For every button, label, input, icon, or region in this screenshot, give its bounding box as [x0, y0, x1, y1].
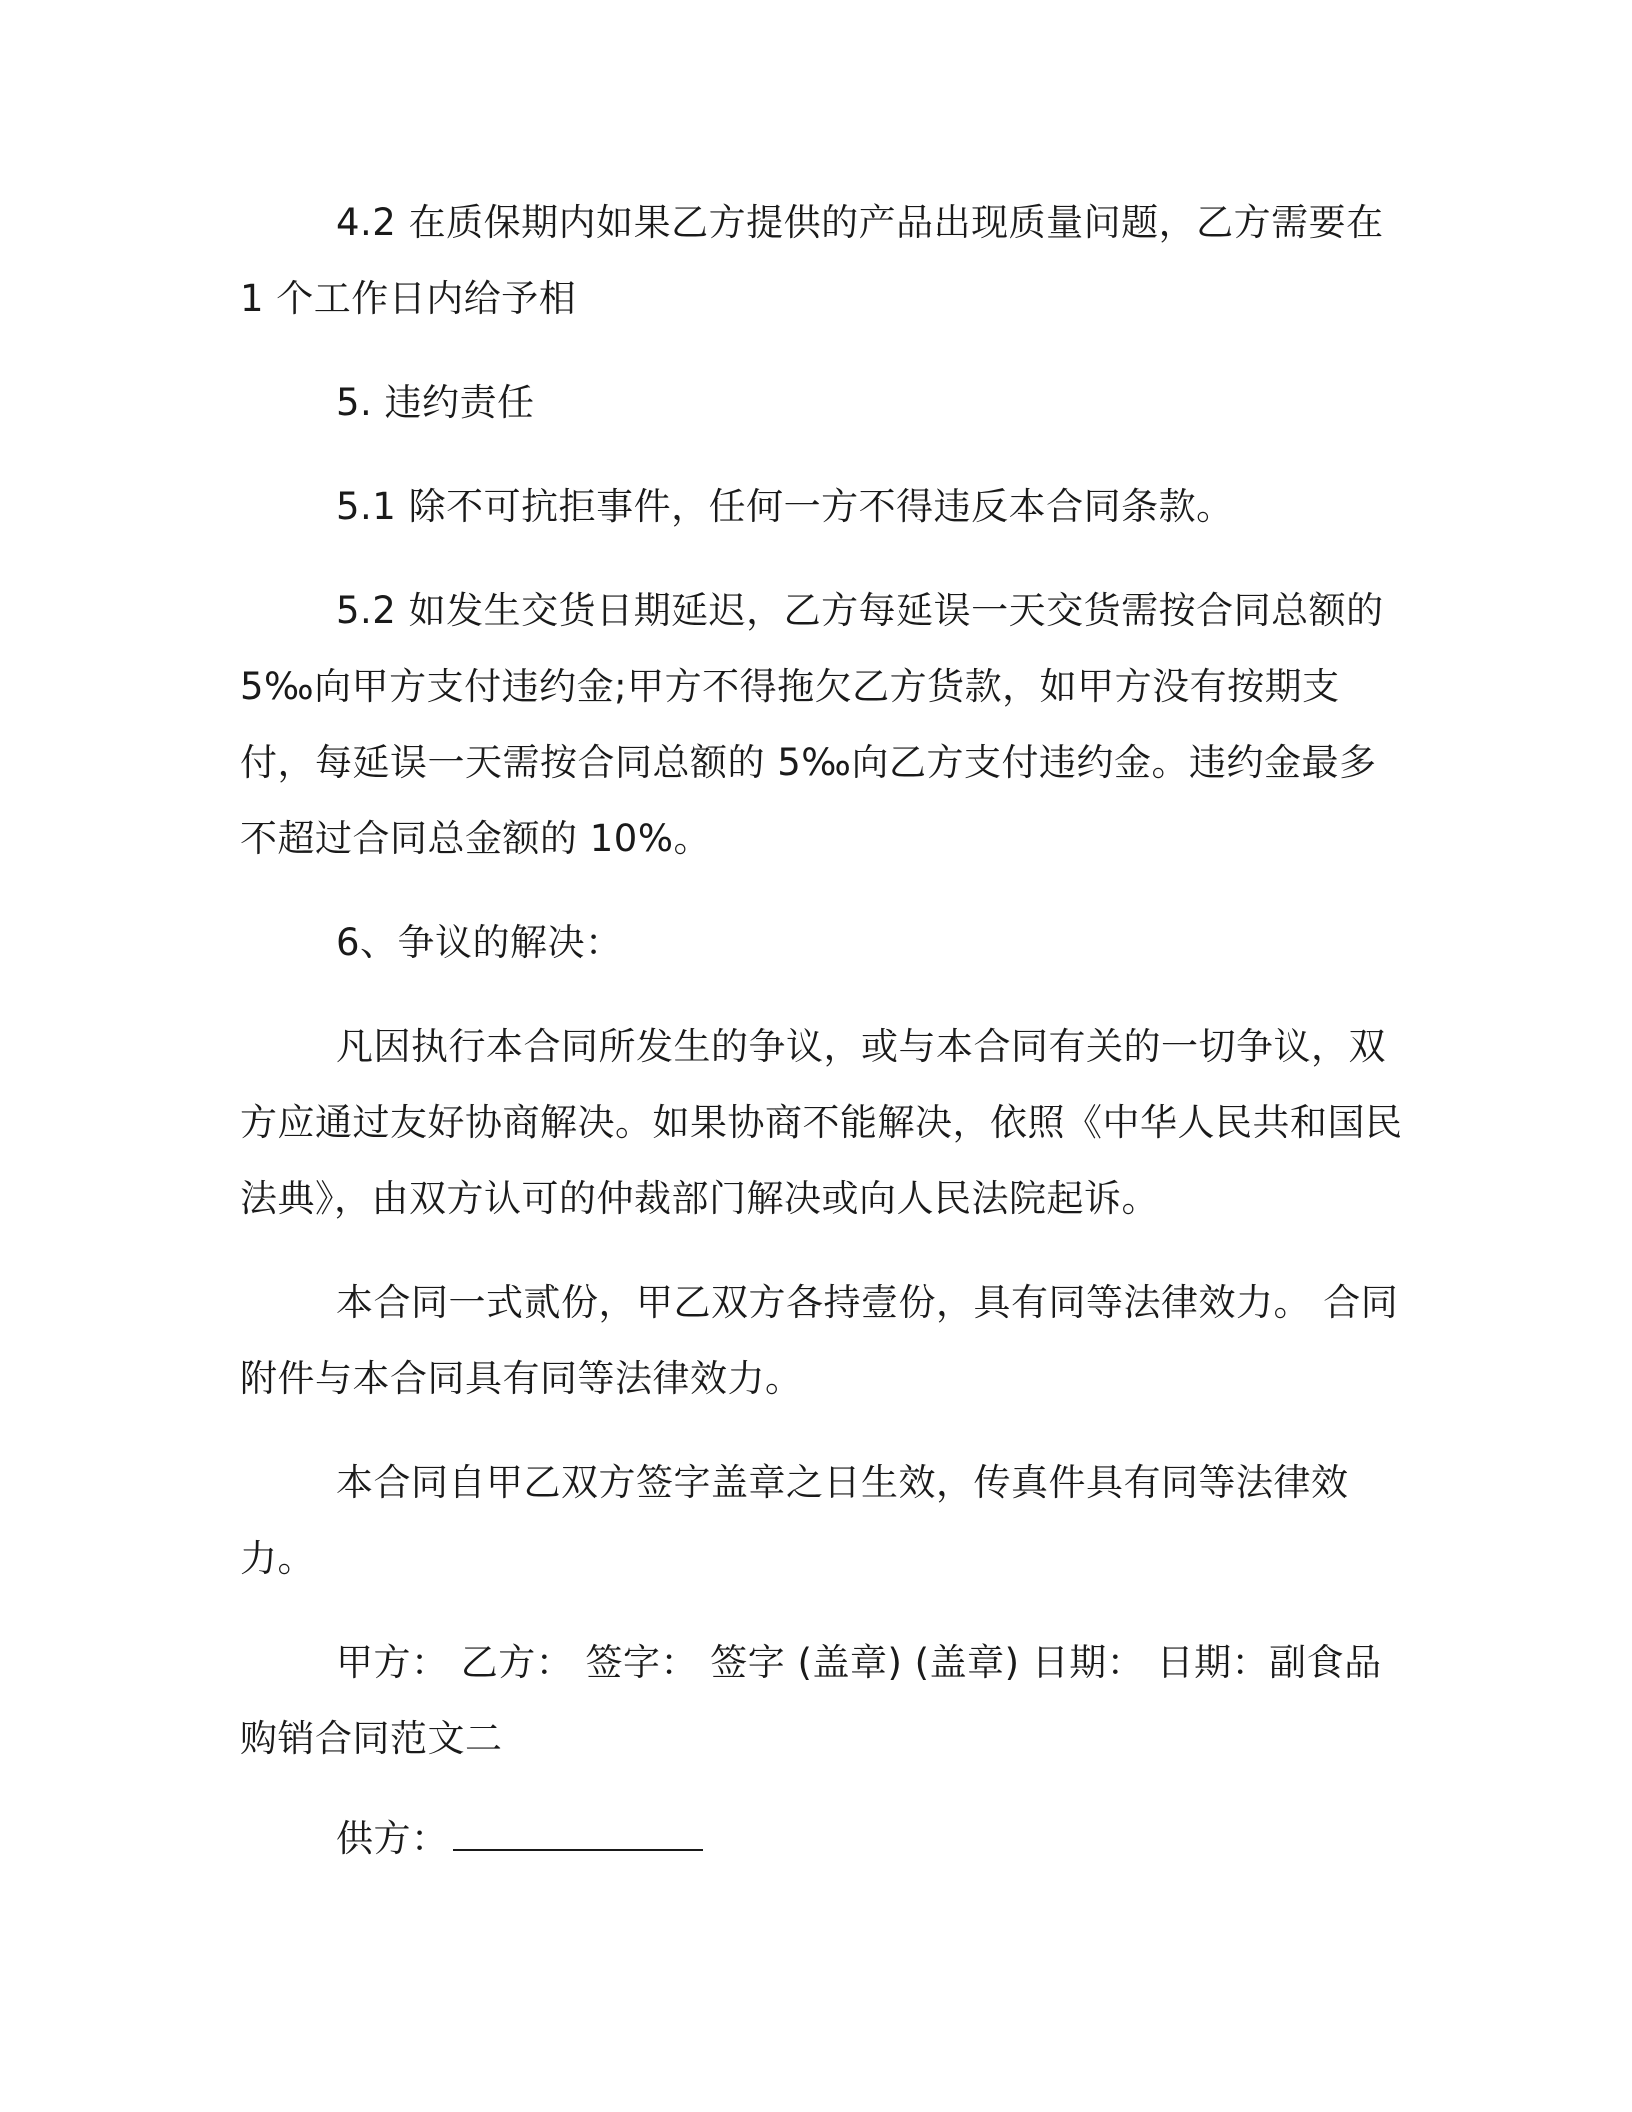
supplier-label: 供方： — [336, 1817, 449, 1860]
section-6-heading: 6、争议的解决： — [336, 921, 623, 964]
clause-4-2: 4.2 在质保期内如果乙方提供的产品出现质量问题，乙方需要在1 个工作日内给予相 — [240, 201, 1384, 320]
document-body — [240, 185, 1405, 1877]
supplier-blank-line — [453, 1819, 703, 1851]
signature-block: 甲方： 乙方： 签字： 签字 (盖章) (盖章) 日期： 日期：副食品购销合同范文二 — [240, 1641, 1382, 1760]
clause-5-2: 5.2 如发生交货日期延迟，乙方每延误一天交货需按合同总额的5‰向甲方支付违约金;甲方不得拖欠乙方货款，如甲方没有按期支付，每延误一天需按合同总额的 5‰向乙方支付违约金。违约金最多不超过合同总金额的 10%。 — [240, 589, 1384, 860]
clause-5-1: 5.1 除不可抗拒事件，任何一方不得违反本合同条款。 — [336, 485, 1234, 528]
copies-paragraph: 本合同一式贰份，甲乙双方各持壹份，具有同等法律效力。 合同附件与本合同具有同等法律效力。 — [240, 1281, 1399, 1400]
supplier-line — [240, 1801, 1405, 1877]
effective-date-paragraph: 本合同自甲乙双方签字盖章之日生效，传真件具有同等法律效力。 — [240, 1461, 1349, 1580]
dispute-resolution-paragraph: 凡因执行本合同所发生的争议，或与本合同有关的一切争议，双方应通过友好协商解决。如果协商不能解决，依照《中华人民共和国民法典》，由双方认可的仲裁部门解决或向人民法院起诉。 — [240, 1025, 1403, 1220]
section-5-heading: 5. 违约责任 — [336, 381, 535, 424]
